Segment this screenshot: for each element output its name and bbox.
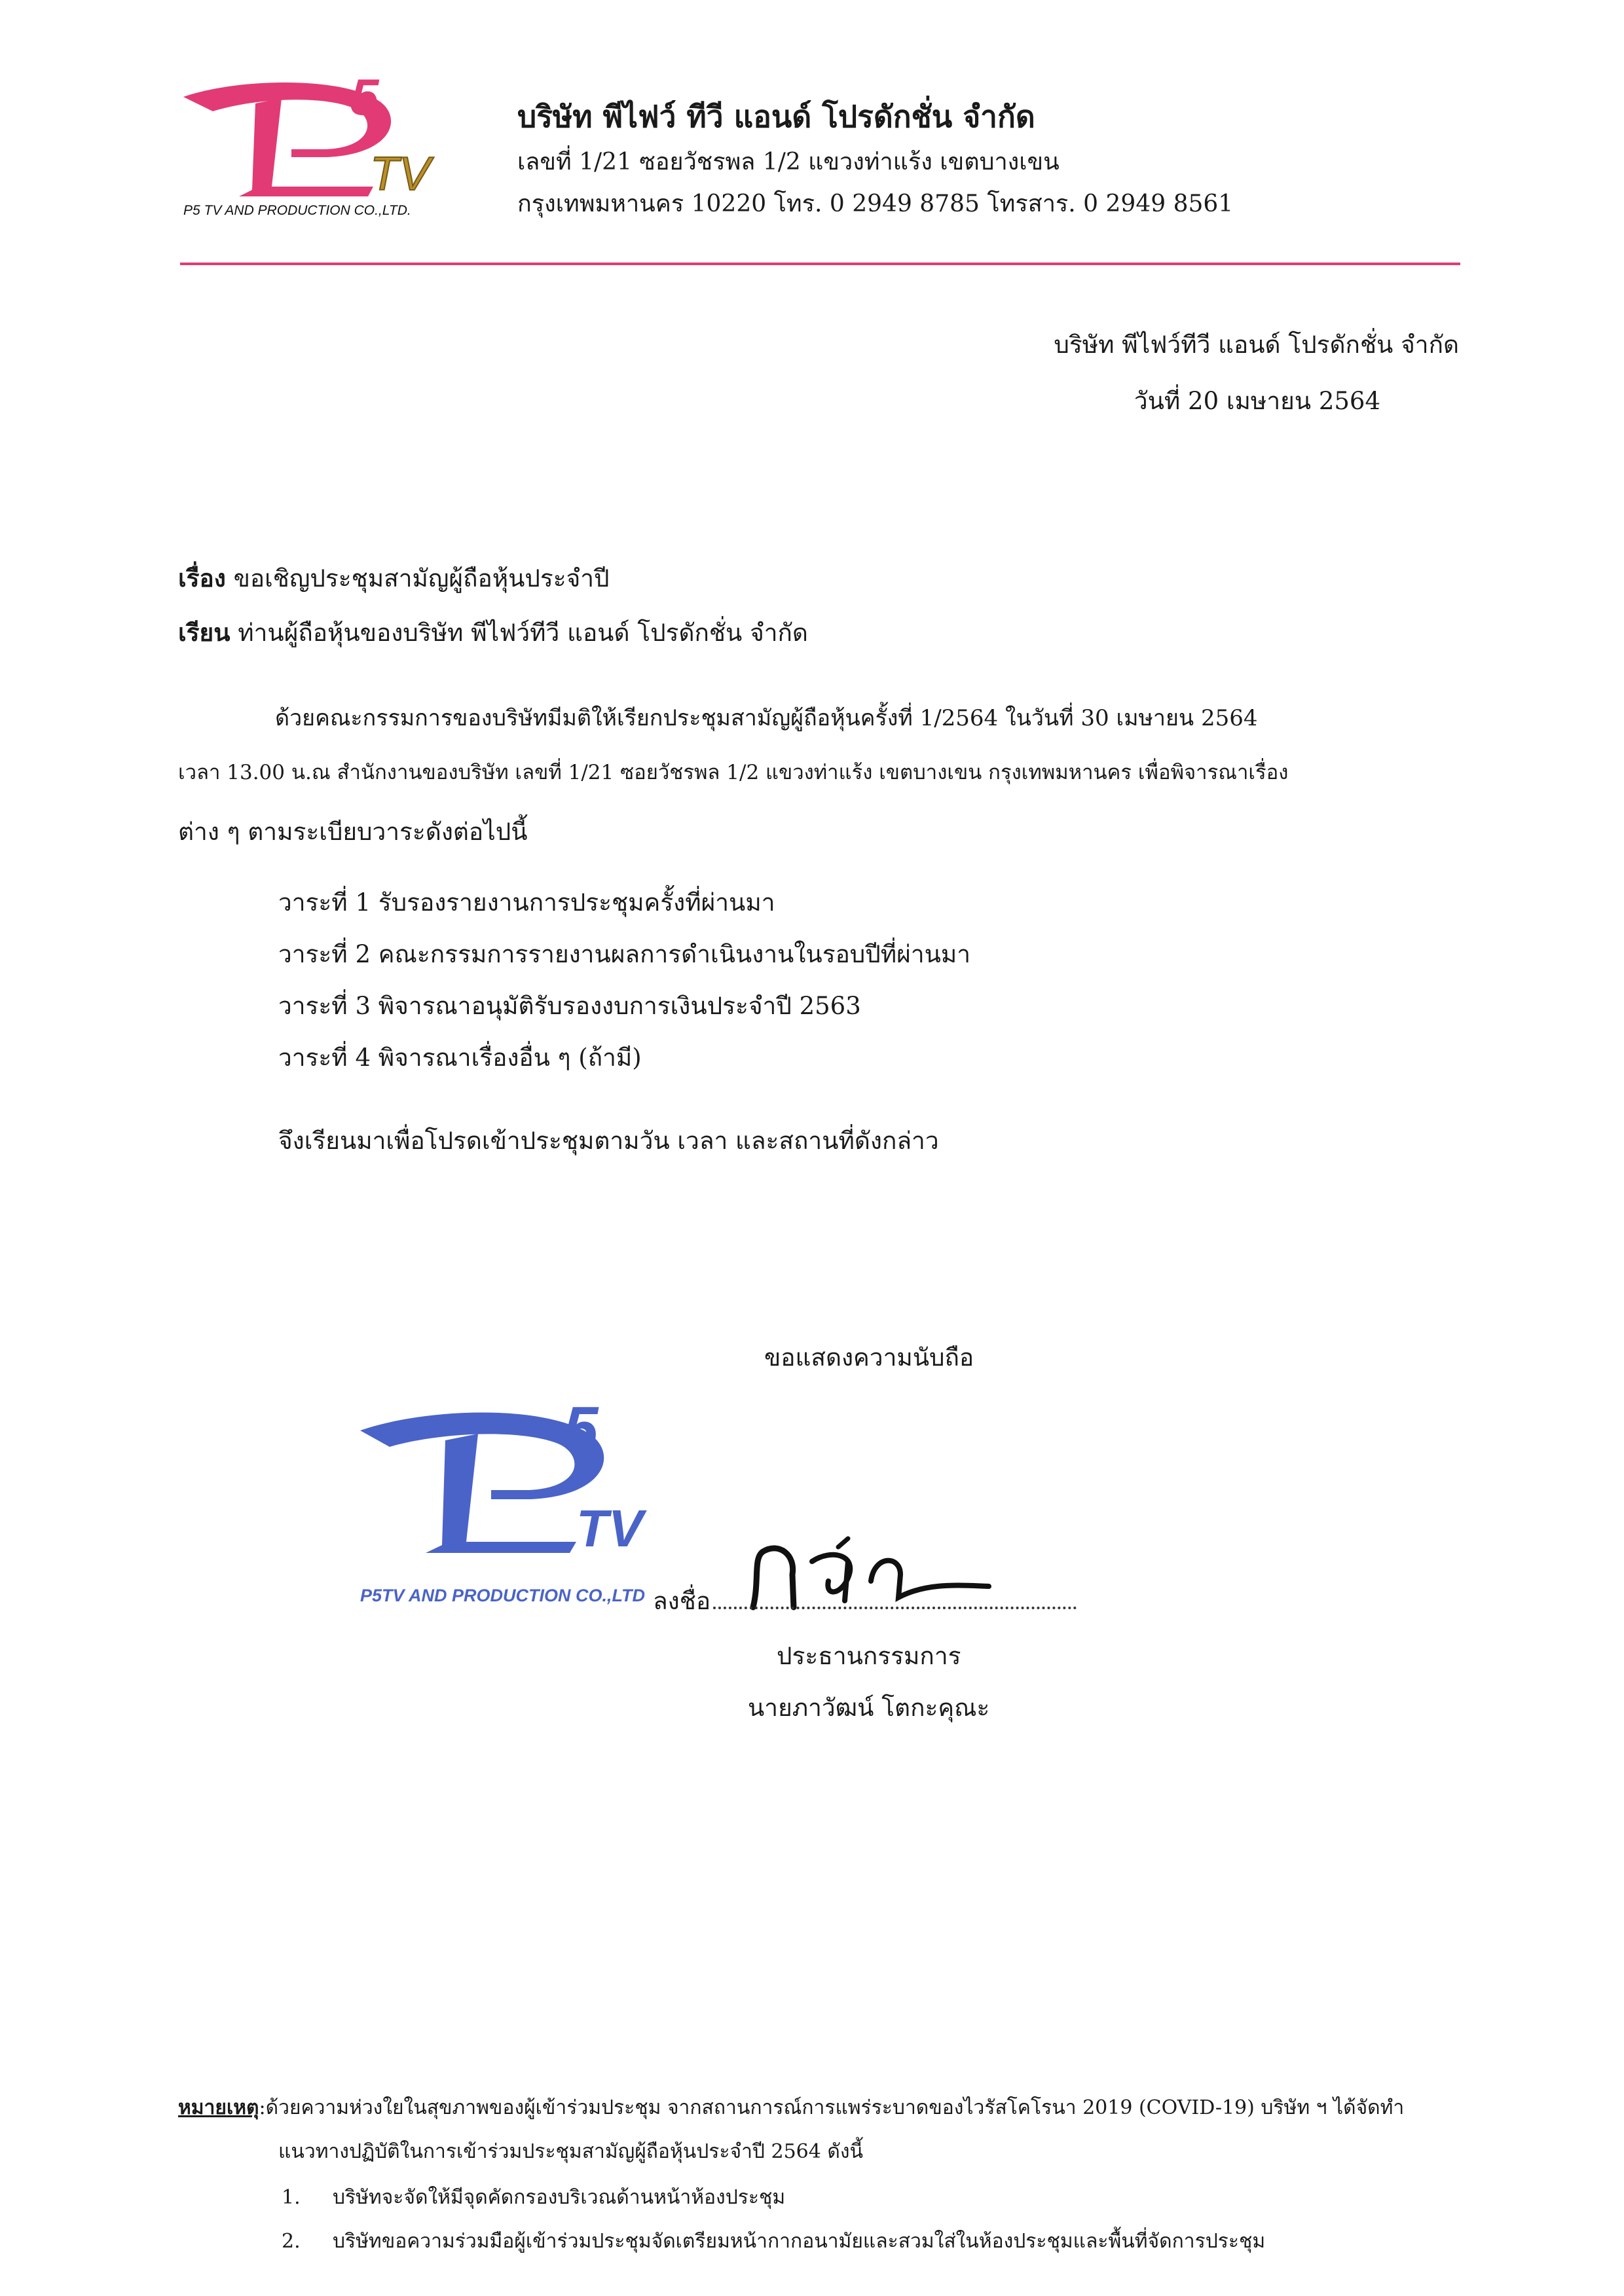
note-line-2: แนวทางปฏิบัติในการเข้าร่วมประชุมสามัญผู้ถือหุ้นประจำปี 2564 ดังนี้ [278, 2140, 864, 2163]
p5tv-logo-mark [177, 72, 471, 223]
subject-label: เรื่อง [178, 564, 226, 592]
svg-text:5: 5 [563, 1394, 599, 1464]
stamp-caption: P5TV AND PRODUCTION CO.,LTD [360, 1586, 646, 1605]
stamp-logo-mark [354, 1394, 668, 1584]
company-logo [177, 72, 471, 223]
subject-line [178, 564, 610, 593]
agenda-item: วาระที่ 2 คณะกรรมการรายงานผลการดำเนินงานในรอบปีที่ผ่านมา [278, 940, 971, 968]
agenda-item: วาระที่ 4 พิจารณาเรื่องอื่น ๆ (ถ้ามี) [278, 1044, 642, 1072]
closing-line: จึงเรียนมาเพื่อโปรดเข้าประชุมตามวัน เวลา และสถานที่ดังกล่าว [278, 1127, 939, 1155]
agenda-item: วาระที่ 1 รับรองรายงานการประชุมครั้งที่ผ่านมา [278, 888, 775, 917]
note-item [282, 2182, 785, 2213]
note-item-number: 2. [282, 2230, 301, 2253]
note-item-number: 1. [282, 2186, 301, 2209]
svg-text:TV: TV [370, 148, 431, 200]
company-name: บริษัท พีไฟว์ ทีวี แอนด์ โปรดักชั่น จำกัด [517, 99, 1035, 134]
company-address: เลขที่ 1/21 ซอยวัชรพล 1/2 แขวงท่าแร้ง เขตบางเขน [517, 149, 1060, 175]
sender-company: บริษัท พีไฟว์ทีวี แอนด์ โปรดักชั่น จำกัด [1054, 331, 1459, 359]
recipient-text: ท่านผู้ถือหุ้นของบริษัท พีไฟว์ทีวี แอนด์ โปรดักชั่น จำกัด [238, 619, 808, 647]
body-line-2: เวลา 13.00 น.ณ สำนักงานของบริษัท เลขที่ 1/21 ซอยวัชรพล 1/2 แขวงท่าแร้ง เขตบางเขน กรุงเทพมหานคร เพื่อพิจารณาเรื่อง [178, 761, 1289, 784]
letter-date: วันที่ 20 เมษายน 2564 [1134, 387, 1380, 415]
agenda-item: วาระที่ 3 พิจารณาอนุมัติรับรองงบการเงินประจำปี 2563 [278, 992, 861, 1020]
regards-text: ขอแสดงความนับถือ [764, 1343, 974, 1372]
signature-line [653, 1588, 1077, 1616]
svg-text:TV: TV [576, 1499, 644, 1558]
note-item-text: บริษัทขอความร่วมมือผู้เข้าร่วมประชุมจัดเตรียมหน้ากากอนามัยและสวมใส่ในห้องประชุมและพื้นที่จัดการประชุม [333, 2230, 1266, 2253]
svg-text:5: 5 [350, 72, 379, 126]
note-item-text: บริษัทจะจัดให้มีจุดคัดกรองบริเวณด้านหน้าห้องประชุม [333, 2186, 786, 2209]
body-line-3: ต่าง ๆ ตามระเบียบวาระดังต่อไปนี้ [178, 818, 528, 846]
signature-dotted-line [713, 1603, 1077, 1609]
note-text: :ด้วยความห่วงใยในสุขภาพของผู้เข้าร่วมประชุม จากสถานการณ์การแพร่ระบาดของไวรัสโคโรนา 2019 (COVID-19) บริษัท ฯ ได้จัดทำ [259, 2096, 1405, 2119]
note-line-1 [178, 2092, 1404, 2123]
logo-caption: P5 TV AND PRODUCTION CO.,LTD. [183, 203, 411, 218]
recipient-label: เรียน [178, 618, 231, 647]
company-stamp [354, 1394, 668, 1617]
letterhead-divider [180, 263, 1460, 265]
signer-position: ประธานกรรมการ [777, 1642, 961, 1670]
sign-label: ลงชื่อ [653, 1587, 711, 1615]
recipient-line [178, 619, 808, 647]
subject-text: ขอเชิญประชุมสามัญผู้ถือหุ้นประจำปี [233, 564, 610, 592]
note-label: หมายเหตุ [178, 2096, 259, 2119]
body-line-1: ด้วยคณะกรรมการของบริษัทมีมติให้เรียกประชุมสามัญผู้ถือหุ้นครั้งที่ 1/2564 ในวันที่ 30 เมษายน 2564 [275, 705, 1258, 731]
company-contact: กรุงเทพมหานคร 10220 โทร. 0 2949 8785 โทรสาร. 0 2949 8561 [517, 191, 1234, 217]
note-item [282, 2226, 1265, 2257]
signer-name: นายภาวัฒน์ โตกะคุณะ [748, 1694, 990, 1722]
